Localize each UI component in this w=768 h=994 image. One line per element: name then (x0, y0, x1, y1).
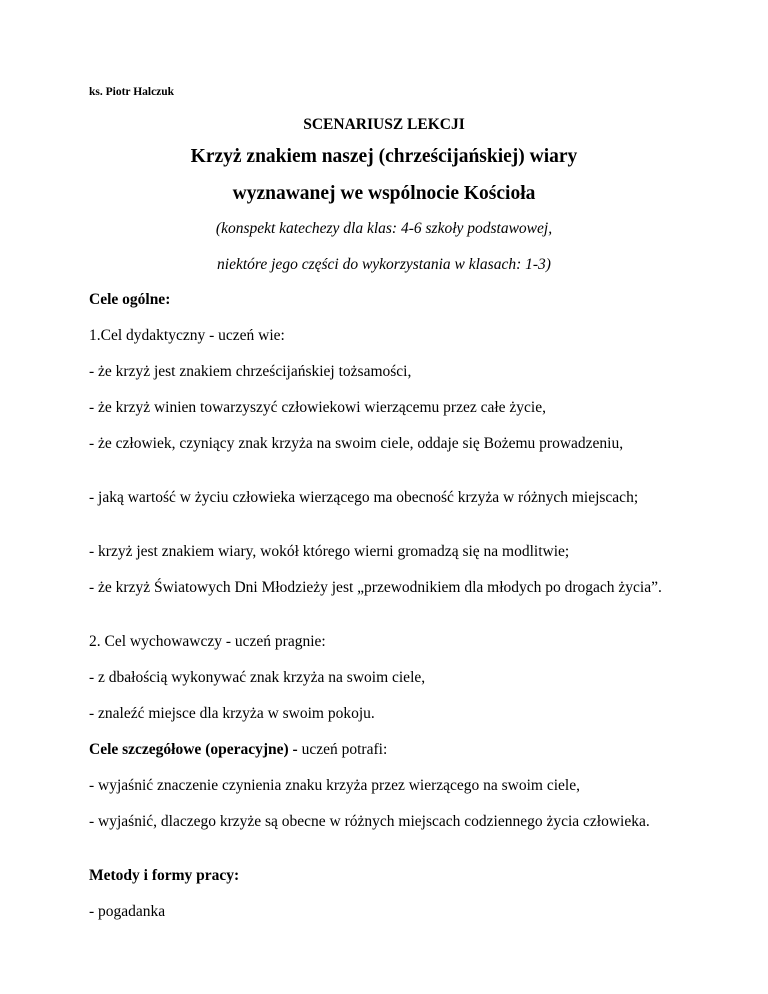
specific-goal-item: - wyjaśnić znaczenie czynienia znaku krzyża przez wierzącego na swoim ciele, (89, 777, 580, 794)
lesson-title-line-2: wyznawanej we wspólnocie Kościoła (232, 183, 536, 204)
didactic-goal-heading: 1.Cel dydaktyczny - uczeń wie: (89, 327, 285, 344)
educational-goal-item: - znaleźć miejsce dla krzyża w swoim pokoju. (89, 705, 375, 722)
lesson-subtitle-line-2: niektóre jego części do wykorzystania w klasach: 1-3) (217, 256, 551, 273)
specific-goals-heading-rest: uczeń potrafi: (297, 741, 388, 758)
specific-goals-heading (89, 740, 679, 759)
educational-goal-heading: 2. Cel wychowawczy - uczeń pragnie: (89, 633, 326, 650)
author-name: ks. Piotr Halczuk (89, 86, 175, 98)
lesson-subtitle-line-1: (konspekt katechezy dla klas: 4-6 szkoły podstawowej, (215, 220, 553, 237)
didactic-goal-item: - że krzyż winien towarzyszyć człowiekowi wierzącemu przez całe życie, (89, 399, 546, 416)
lesson-title-line-1: Krzyż znakiem naszej (chrześcijańskiej) wiary (190, 146, 578, 167)
didactic-goal-item: - że krzyż jest znakiem chrześcijańskiej tożsamości, (89, 363, 412, 380)
specific-goal-item: - wyjaśnić, dlaczego krzyże są obecne w różnych miejscach codziennego życia człowieka. (89, 813, 650, 830)
specific-goals-heading-bold: Cele szczegółowe (operacyjne) - (89, 741, 298, 758)
educational-goal-item: - z dbałością wykonywać znak krzyża na swoim ciele, (89, 669, 426, 686)
methods-heading: Metody i formy pracy: (89, 867, 240, 884)
didactic-goal-item: - jaką wartość w życiu człowieka wierzącego ma obecność krzyża w różnych miejscach; (89, 489, 639, 506)
didactic-goal-item: - że człowiek, czyniący znak krzyża na swoim ciele, oddaje się Bożemu prowadzeniu, (89, 435, 624, 452)
method-item: - pogadanka (89, 903, 166, 920)
document-type-heading: SCENARIUSZ LEKCJI (303, 116, 465, 133)
didactic-goal-item: - krzyż jest znakiem wiary, wokół którego wierni gromadzą się na modlitwie; (89, 543, 570, 560)
general-goals-heading: Cele ogólne: (89, 291, 171, 308)
didactic-goal-item: - że krzyż Światowych Dni Młodzieży jest „przewodnikiem dla młodych po drogach życia”. (89, 579, 662, 596)
